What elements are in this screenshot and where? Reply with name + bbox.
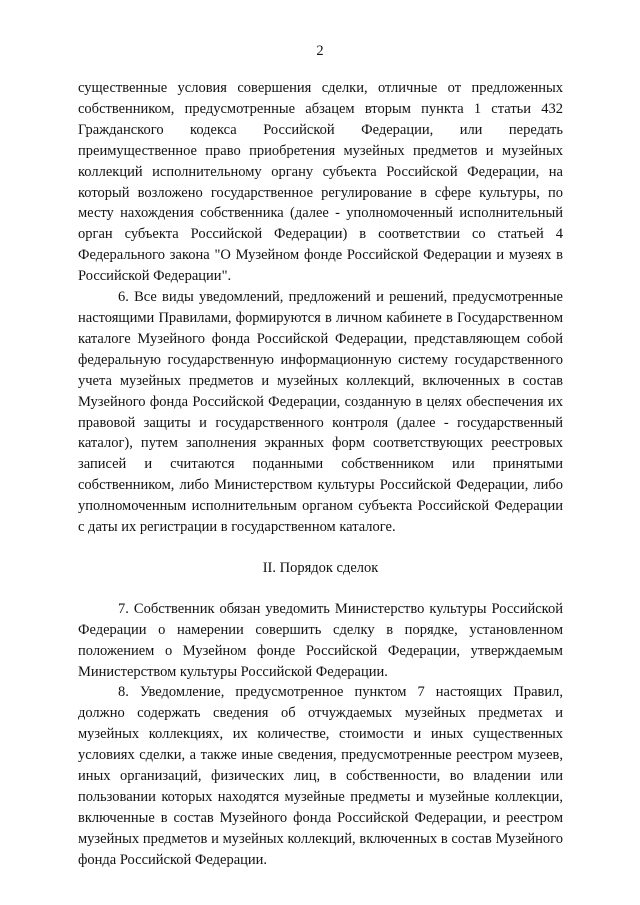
paragraph-continuation: существенные условия совершения сделки, отличные от предложенных собственником, предусмотренные абзацем вторым пункта 1 статьи 432 Гражданского кодекса Российской Федерации, или передать преимущественное право приобретения музейных предметов и музейных коллекций исполнительному органу субъекта Российской Федерации, на который возложено государственное регулирование в сфере культуры, по месту нахождения собственника (далее - уполномоченный исполнительный орган субъекта Российской Федерации) в соответствии со статьей 4 Федерального закона "О Музейном фонде Российской Федерации и музеях в Российской Федерации".: [78, 80, 563, 285]
paragraph-item-8: 8. Уведомление, предусмотренное пунктом 7 настоящих Правил, должно содержать сведения об отчуждаемых музейных предметах и музейных коллекциях, их количестве, стоимости и иных существенных условиях сделки, а также иные сведения, предусмотренные реестром музеев, иных организаций, физических лиц, в собственности, во владении или пользовании которых находятся музейные предметы и музейные коллекции, включенные в состав Музейного фонда Российской Федерации, и реестром музейных предметов и музейных коллекций, включенных в состав Музейного фонда Российской Федерации.: [78, 684, 563, 868]
document-body: [78, 78, 563, 871]
paragraph-item-6: 6. Все виды уведомлений, предложений и решений, предусмотренные настоящими Правилами, формируются в личном кабинете в Государственном каталоге Музейного фонда Российской Федерации, представляющем собой федеральную государственную информационную систему государственного учета музейных предметов и музейных коллекций, включенных в состав Музейного фонда Российской Федерации, созданную в целях обеспечения их правовой защиты и государственного контроля (далее - государственный каталог), путем заполнения экранных форм соответствующих реестровых записей и считаются поданными собственником или принятыми собственником, либо Министерством культуры Российской Федерации, либо уполномоченным исполнительным органом субъекта Российской Федерации с даты их регистрации в государственном каталоге.: [78, 289, 563, 536]
page-number: 2: [316, 43, 324, 59]
paragraph-item-7: 7. Собственник обязан уведомить Министерство культуры Российской Федерации о намерении совершить сделку в порядке, установленном положением о Музейном фонде Российской Федерации, утверждаемым Министерством культуры Российской Федерации.: [78, 600, 563, 680]
section-heading: II. Порядок сделок: [262, 559, 379, 576]
